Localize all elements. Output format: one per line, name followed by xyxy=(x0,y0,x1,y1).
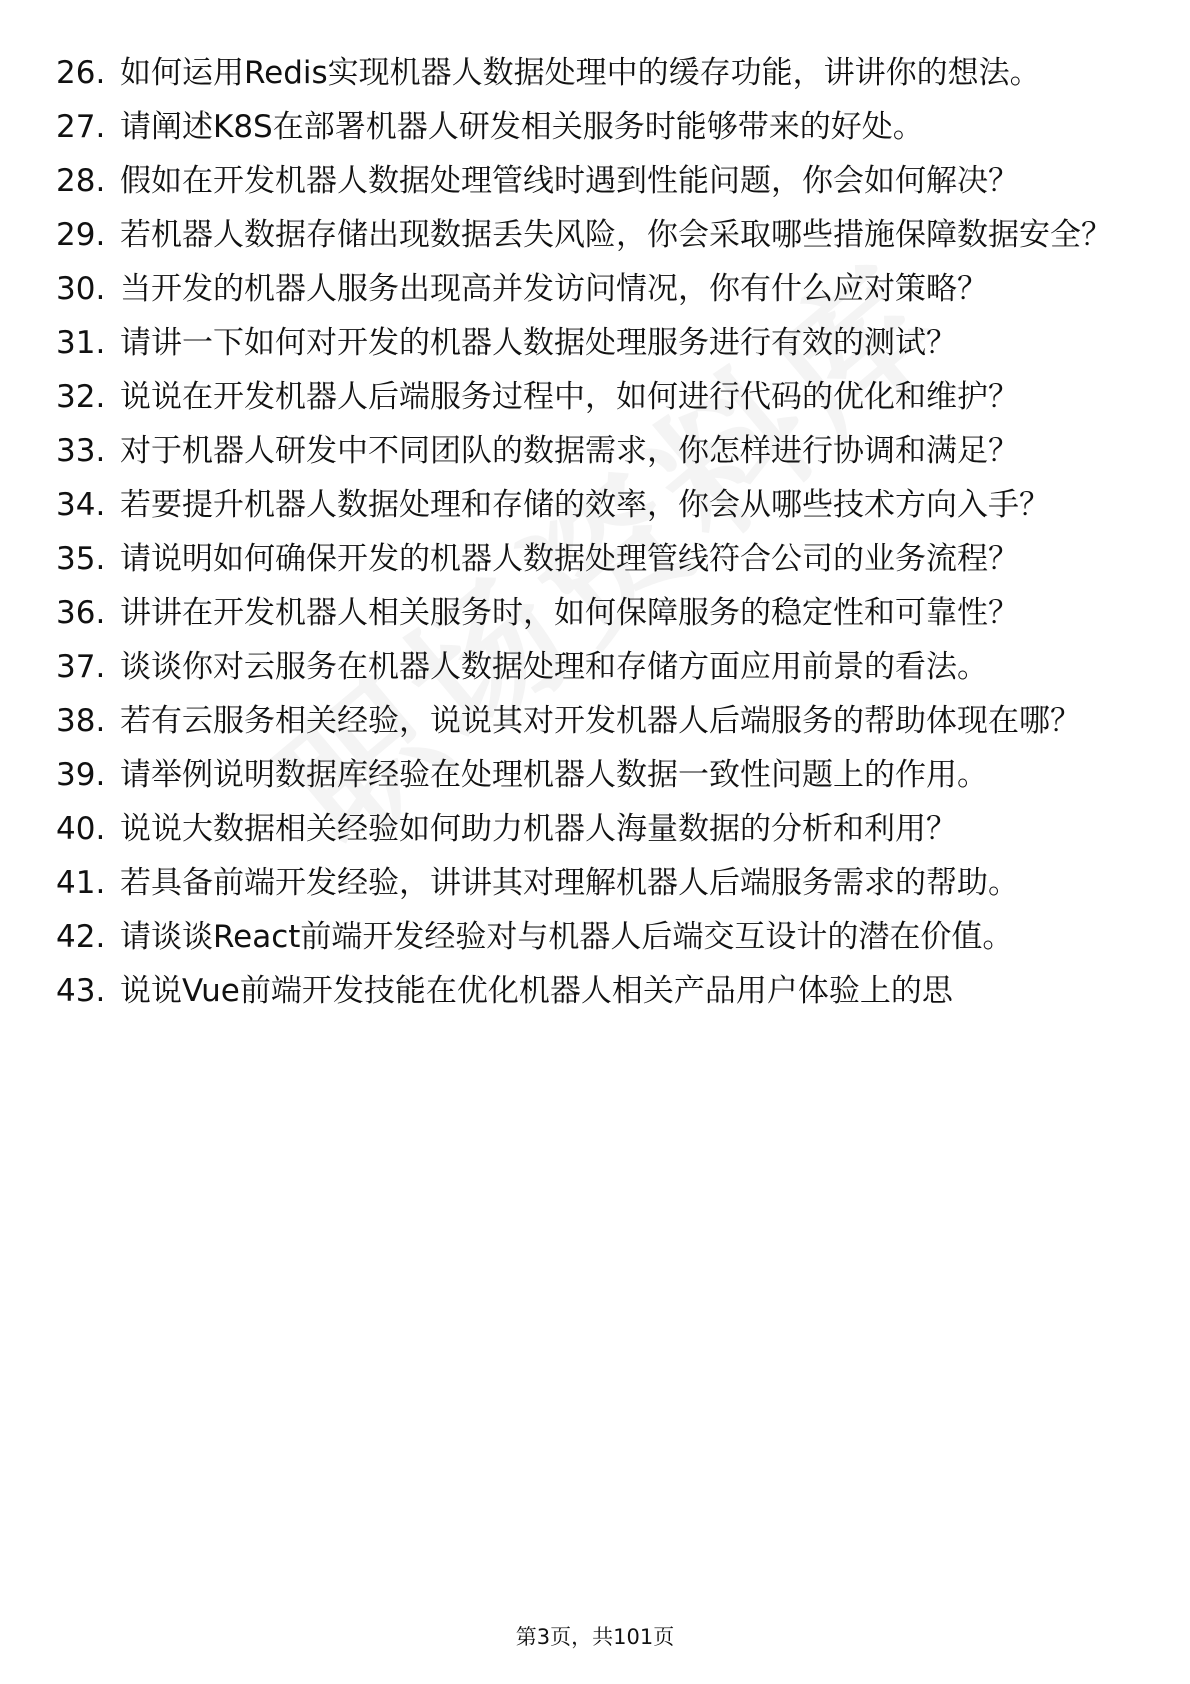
question-number: 30. xyxy=(56,271,106,307)
question-item xyxy=(56,968,1116,1014)
question-text: 谈谈你对云服务在机器人数据处理和存储方面应用前景的看法。 xyxy=(120,649,988,685)
question-text: 如何运用Redis实现机器人数据处理中的缓存功能，讲讲你的想法。 xyxy=(120,55,1041,91)
question-item xyxy=(56,320,1116,366)
question-item xyxy=(56,644,1116,690)
question-number: 38. xyxy=(56,703,106,739)
question-item xyxy=(56,374,1116,420)
question-number: 36. xyxy=(56,595,106,631)
question-item xyxy=(56,212,1116,258)
question-item xyxy=(56,266,1116,312)
question-item xyxy=(56,482,1116,528)
question-text: 若机器人数据存储出现数据丢失风险，你会采取哪些措施保障数据安全？ xyxy=(120,217,1112,253)
question-text: 讲讲在开发机器人相关服务时，如何保障服务的稳定性和可靠性？ xyxy=(120,595,1019,631)
question-text: 请谈谈React前端开发经验对与机器人后端交互设计的潜在价值。 xyxy=(120,919,1014,955)
question-item xyxy=(56,428,1116,474)
question-number: 35. xyxy=(56,541,106,577)
question-item xyxy=(56,536,1116,582)
question-item xyxy=(56,752,1116,798)
question-text: 若具备前端开发经验，讲讲其对理解机器人后端服务需求的帮助。 xyxy=(120,865,1019,901)
question-item xyxy=(56,50,1116,96)
question-text: 说说在开发机器人后端服务过程中，如何进行代码的优化和维护？ xyxy=(120,379,1019,415)
question-number: 33. xyxy=(56,433,106,469)
question-text: 假如在开发机器人数据处理管线时遇到性能问题，你会如何解决？ xyxy=(120,163,1019,199)
question-number: 32. xyxy=(56,379,106,415)
question-text: 说说大数据相关经验如何助力机器人海量数据的分析和利用？ xyxy=(120,811,957,847)
question-number: 34. xyxy=(56,487,106,523)
question-number: 29. xyxy=(56,217,106,253)
page-number-label: 第3页，共101页 xyxy=(515,1625,675,1649)
question-item xyxy=(56,104,1116,150)
question-text: 当开发的机器人服务出现高并发访问情况，你有什么应对策略？ xyxy=(120,271,988,307)
question-item xyxy=(56,590,1116,636)
question-item xyxy=(56,860,1116,906)
question-number: 43. xyxy=(56,973,106,1009)
question-list xyxy=(56,50,1116,1022)
question-item xyxy=(56,698,1116,744)
question-number: 28. xyxy=(56,163,106,199)
question-number: 27. xyxy=(56,109,106,145)
question-text: 请阐述K8S在部署机器人研发相关服务时能够带来的好处。 xyxy=(120,109,924,145)
question-item xyxy=(56,158,1116,204)
question-number: 37. xyxy=(56,649,106,685)
question-text: 说说Vue前端开发技能在优化机器人相关产品用户体验上的思 xyxy=(120,973,953,1009)
question-text: 请讲一下如何对开发的机器人数据处理服务进行有效的测试？ xyxy=(120,325,957,361)
question-number: 39. xyxy=(56,757,106,793)
question-item xyxy=(56,914,1116,960)
question-text: 若要提升机器人数据处理和存储的效率，你会从哪些技术方向入手？ xyxy=(120,487,1050,523)
question-item xyxy=(56,806,1116,852)
question-number: 40. xyxy=(56,811,106,847)
question-number: 41. xyxy=(56,865,106,901)
question-number: 26. xyxy=(56,55,106,91)
question-text: 若有云服务相关经验，说说其对开发机器人后端服务的帮助体现在哪？ xyxy=(120,703,1081,739)
question-text: 请说明如何确保开发的机器人数据处理管线符合公司的业务流程？ xyxy=(120,541,1019,577)
question-number: 42. xyxy=(56,919,106,955)
page-footer xyxy=(0,1622,1190,1652)
question-number: 31. xyxy=(56,325,106,361)
question-text: 对于机器人研发中不同团队的数据需求，你怎样进行协调和满足？ xyxy=(120,433,1019,469)
question-text: 请举例说明数据库经验在处理机器人数据一致性问题上的作用。 xyxy=(120,757,988,793)
